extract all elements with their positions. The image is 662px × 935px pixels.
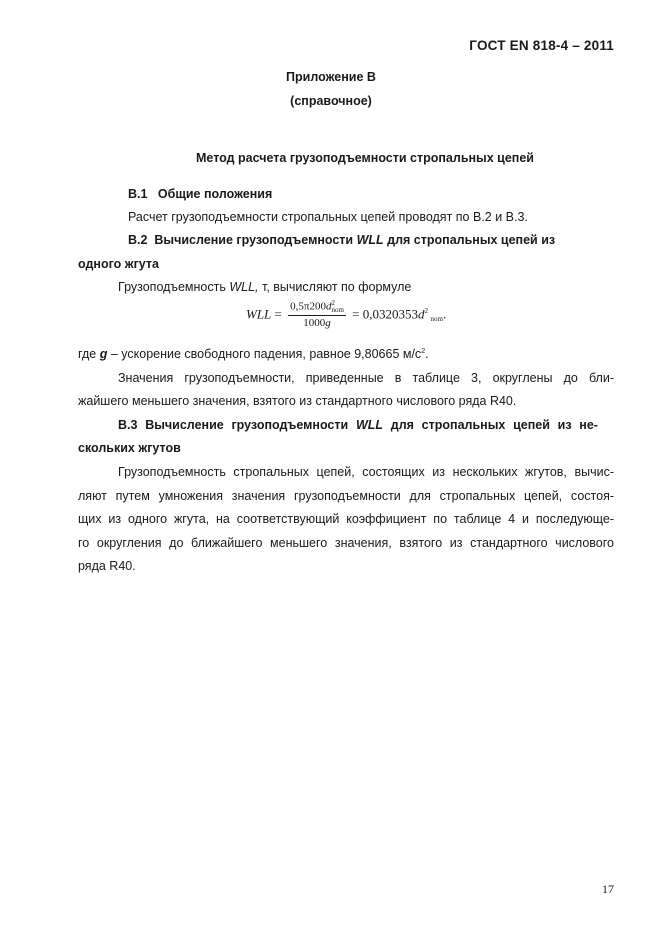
b2-paragraph-line1: Значения грузоподъемности, приведенные в таблице 3, округлены до бли- <box>118 371 614 385</box>
section-b2-title-wll: WLL <box>356 233 384 247</box>
b3-line4: го округления до ближайшего меньшего значения, взятого из стандартного числового <box>78 536 614 550</box>
where-var-g: g <box>99 347 108 361</box>
numerator-d: d <box>325 300 332 313</box>
b3-line1: Грузоподъемность стропальных цепей, состоящих из нескольких жгутов, вычис- <box>118 465 614 479</box>
section-b1-text: Расчет грузоподъемности стропальных цепей проводят по В.2 и В.3. <box>128 210 528 224</box>
formula-eq: = <box>274 306 282 322</box>
section-b1-heading <box>128 187 272 201</box>
where-tail: . <box>425 347 429 361</box>
section-b2-number: В.2 <box>128 233 148 247</box>
section-b2-heading <box>128 233 555 247</box>
section-b2-heading-cont: одного жгута <box>78 257 159 271</box>
numerator-sup: 2 <box>331 299 335 307</box>
appendix-note: (справочное) <box>290 94 372 108</box>
section-b3-heading-cont: скольких жгутов <box>78 441 181 455</box>
b3-line2: ляют путем умножения значения грузоподъемности для стропальных цепей, состоя- <box>78 489 614 503</box>
method-title: Метод расчета грузоподъемности стропальных цепей <box>196 151 534 165</box>
formula-rhs-sub: nom <box>430 314 443 323</box>
formula-lhs: WLL <box>246 306 272 322</box>
section-b1-number: В.1 <box>128 187 148 201</box>
section-b3-title-post: для стропальных цепей из не- <box>390 418 598 432</box>
page-number: 17 <box>602 882 614 896</box>
section-b3-title-wll: WLL <box>355 418 384 432</box>
formula-numerator <box>288 300 346 316</box>
intro-pre: Грузоподъемность <box>118 280 226 294</box>
formula-fraction <box>288 300 346 329</box>
formula-rhs-sup: 2 <box>424 306 428 315</box>
standard-designation: ГОСТ EN 818-4 – 2011 <box>469 38 614 53</box>
where-pre: где <box>78 347 97 361</box>
formula-denominator <box>288 316 346 329</box>
section-b1-title: Общие положения <box>157 187 273 201</box>
appendix-title: Приложение В <box>286 70 376 84</box>
gravity-definition <box>78 347 429 361</box>
b3-line5: ряда R40. <box>78 559 136 573</box>
b3-line3: щих из одного жгута, на соответствующий коэффициент по таблице 4 и последующе- <box>78 512 614 526</box>
formula-rhs-d: d <box>418 306 425 322</box>
section-b3-heading <box>118 418 598 432</box>
intro-post: т, вычисляют по формуле <box>262 280 412 294</box>
where-sup: 2 <box>421 347 426 355</box>
numerator-sub: nom <box>331 306 344 314</box>
section-b3-title-pre: Вычисление грузоподъемности <box>145 418 349 432</box>
b2-paragraph-line2: жайшего меньшего значения, взятого из стандартного числового ряда R40. <box>78 394 517 408</box>
denominator-value: 1000 <box>303 317 326 329</box>
formula-rhs: = 0,0320353 <box>352 306 418 322</box>
where-text: – ускорение свободного падения, равное 9,80665 м/с <box>110 347 422 361</box>
section-b2-title-pre: Вычисление грузоподъемности <box>154 233 354 247</box>
intro-wll: WLL, <box>229 280 259 294</box>
formula-tail: . <box>442 306 447 322</box>
numerator-coef: 0,5π200 <box>290 300 326 313</box>
denominator-g: g <box>325 317 331 329</box>
wll-formula <box>246 300 446 340</box>
section-b2-title-post: для стропальных цепей из <box>387 233 556 247</box>
section-b2-intro <box>118 280 411 294</box>
section-b3-number: В.3 <box>118 418 138 432</box>
